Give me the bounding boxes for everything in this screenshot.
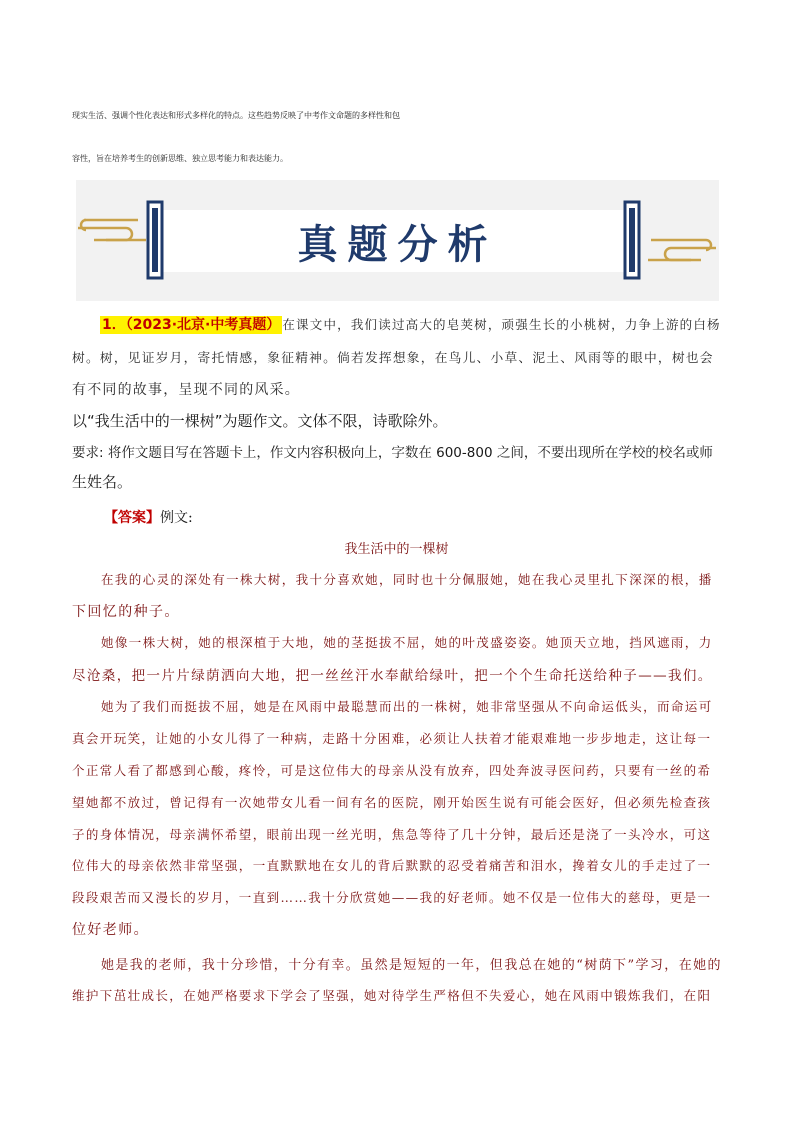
essay-line: 段段艰苦而又漫长的岁月，一直到……我十分欣赏她——我的好老师。她不仅是一位伟大的慈母，更是一 (72, 890, 712, 905)
question-prompt: 以“我生活中的一棵树”为题作文。文体不限，诗歌除外。 (72, 412, 448, 430)
intro-line-2: 容性，旨在培养考生的创新思维、独立思考能力和表达能力。 (72, 154, 288, 163)
essay-line: 在我的心灵的深处有一株大树，我十分喜欢她，同时也十分佩服她，她在我心灵里扎下深深的根，播 (101, 572, 713, 587)
answer-tag: 【答案】 (104, 510, 160, 526)
essay-line: 个正常人看了都感到心酸，疼怜，可是这位伟大的母亲从没有放弃，四处奔波寻医问药，只要有一丝的希 (72, 763, 712, 778)
essay-line: 真会开玩笑，让她的小女儿得了一种病，走路十分困难，必须让人扶着才能艰难地一步步地走，这让每一 (72, 731, 712, 746)
essay-line: 望她都不放过，曾记得有一次她带女儿看一间有名的医院，刚开始医生说有可能会医好，但必须先检查孩 (72, 795, 712, 810)
answer-label (104, 507, 193, 527)
requirement-line-1: 要求: 将作文题目写在答题卡上，作文内容积极向上，字数在 600-800 之间，不要出现所在学校的校名或师 (72, 445, 713, 461)
essay-line: 维护下茁壮成长，在她严格要求下学会了坚强，她对待学生严格但不失爱心，她在风雨中锻炼我们，在阳 (72, 988, 712, 1003)
essay-line: 她是我的老师，我十分珍惜，十分有幸。虽然是短短的一年，但我总在她的“树荫下”学习，在她的 (101, 958, 722, 973)
essay-line: 位伟大的母亲依然非常坚强，一直默默地在女儿的背后默默的忍受着痛苦和泪水，搀着女儿的手走过了一 (72, 858, 712, 873)
essay-line: 尽沧桑，把一片片绿荫洒向大地，把一丝丝汗水奉献给绿叶，把一个个生命托送给种子——我们。 (72, 668, 713, 684)
essay-line: 下回忆的种子。 (72, 604, 180, 620)
banner-title: 真题分析 (297, 221, 498, 268)
essay-line: 子的身体情况，母亲满怀希望，眼前出现一丝光明，焦急等待了几十分钟，最后还是浇了一头冷水，可这 (72, 827, 712, 842)
essay-line: 她像一株大树，她的根深植于大地，她的茎挺拔不屈，她的叶茂盛姿姿。她顶天立地，挡风遮雨，力 (101, 635, 713, 650)
essay-line: 她为了我们而挺拔不屈，她是在风雨中最聪慧而出的一株树，她非常坚强从不向命运低头，而命运可 (101, 699, 713, 714)
question-line-3: 有不同的故事，呈现不同的风采。 (72, 382, 300, 398)
question-number-tag: 1．（2023·北京·中考真题） (102, 317, 281, 333)
section-banner (76, 180, 719, 301)
answer-label-text: 例文: (160, 510, 193, 526)
requirement-line-2: 生姓名。 (72, 473, 133, 491)
intro-line-1: 现实生活、强调个性化表达和形式多样化的特点。这些趋势反映了中考作文命题的多样性和包 (72, 111, 400, 120)
question-line-1-text: 在课文中，我们读过高大的皂荚树，顽强生长的小桃树，力争上游的白杨 (282, 317, 721, 332)
question-line-2: 树。树，见证岁月，寄托情感，象征精神。倘若发挥想象，在鸟儿、小草、泥土、风雨等的眼中，树也会 (72, 351, 714, 366)
essay-title: 我生活中的一棵树 (344, 542, 449, 557)
essay-line: 位好老师。 (72, 922, 149, 938)
question-line-1 (100, 314, 721, 334)
